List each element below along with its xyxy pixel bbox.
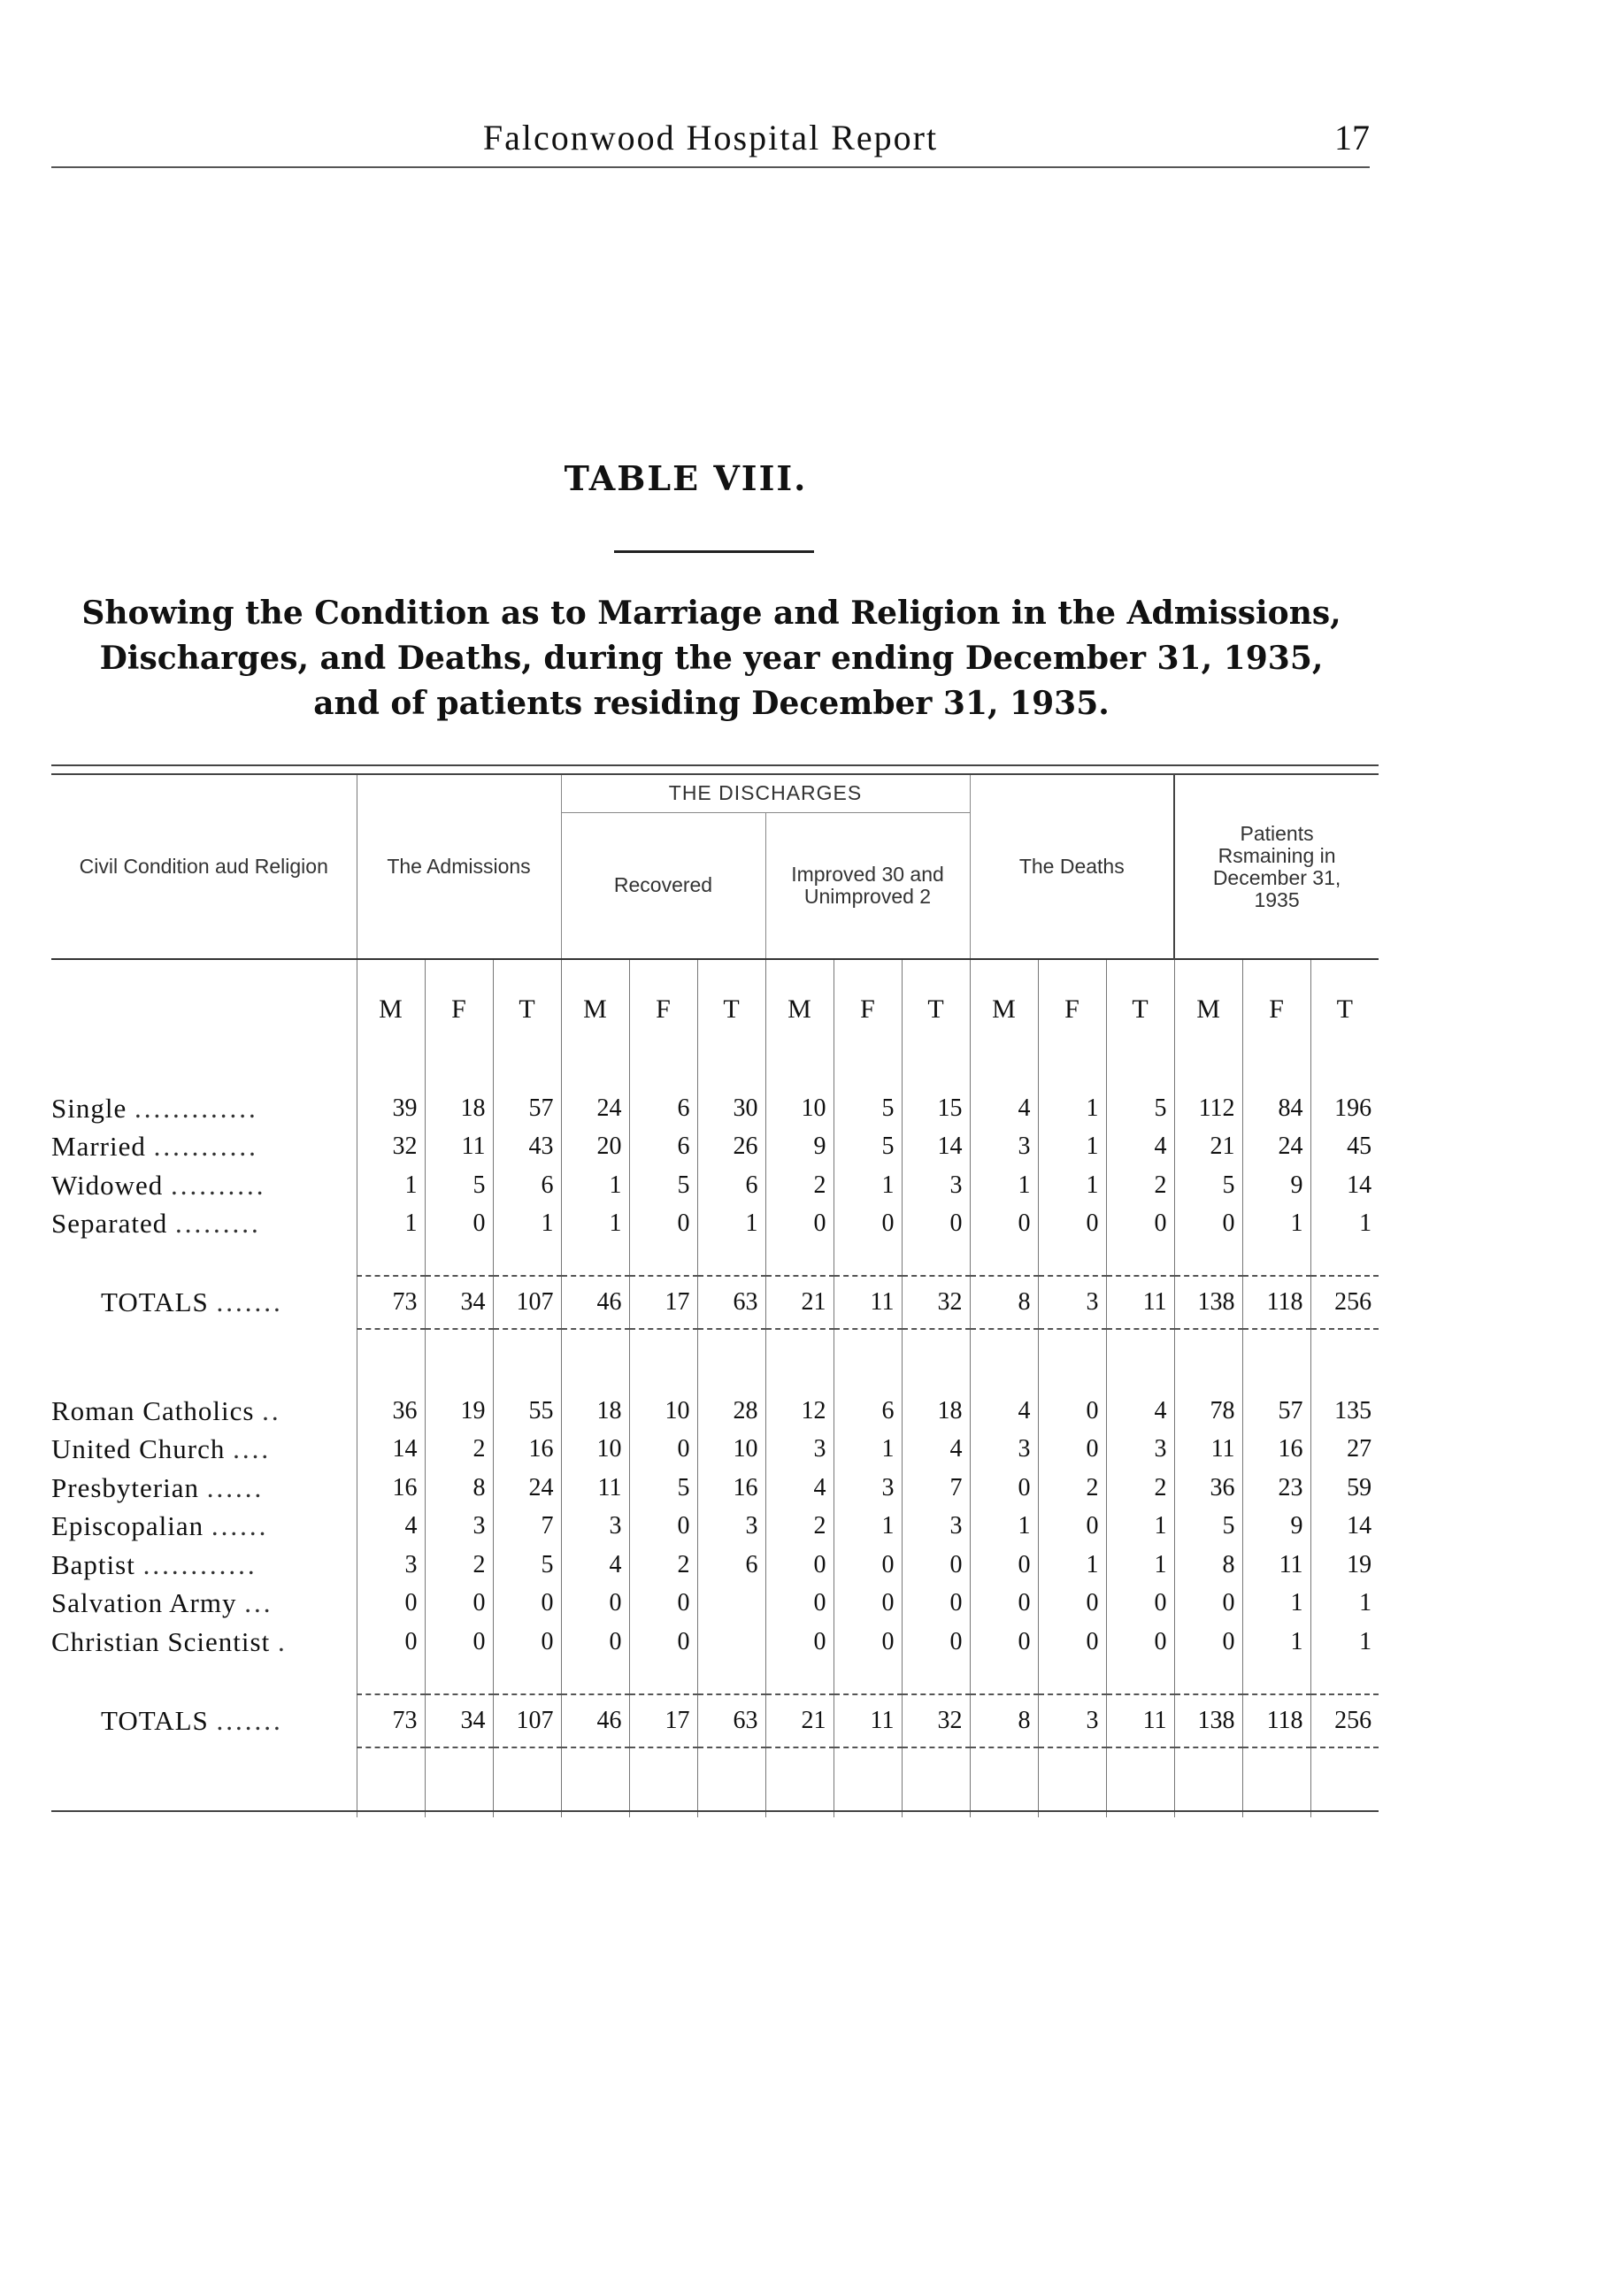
- row-label: [51, 1585, 357, 1624]
- table-cell: 8: [970, 1694, 1038, 1747]
- deaths-m-header: M: [970, 959, 1038, 1059]
- row-label: [51, 1469, 357, 1508]
- table-cell: 0: [561, 1623, 629, 1662]
- table-row: [51, 1508, 1379, 1547]
- table-cell: 12: [765, 1392, 834, 1431]
- table-cell: 0: [357, 1585, 425, 1624]
- table-cell: 9: [765, 1128, 834, 1167]
- table-cell: 107: [493, 1276, 561, 1329]
- row-label-text: TOTALS: [101, 1704, 209, 1736]
- table-cell: 0: [902, 1623, 970, 1662]
- table-row: [51, 1585, 1379, 1624]
- totals-row: [51, 1694, 1379, 1747]
- table-cell: 11: [425, 1128, 493, 1167]
- table-cell: 256: [1310, 1694, 1379, 1747]
- table-cell: 4: [1106, 1392, 1174, 1431]
- running-title: Falconwood Hospital Report: [482, 118, 939, 157]
- statistics-table: [51, 775, 1379, 1817]
- table-cell: 135: [1310, 1392, 1379, 1431]
- table-cell: 19: [425, 1392, 493, 1431]
- running-head: [51, 113, 1370, 168]
- table-cell: 0: [1174, 1585, 1242, 1624]
- totals-label: [51, 1694, 357, 1747]
- table-cell: 14: [1310, 1508, 1379, 1547]
- row-label-text: United Church: [51, 1433, 226, 1465]
- table-cell: 78: [1174, 1392, 1242, 1431]
- table-cell: 1: [834, 1166, 902, 1205]
- table-cell: 0: [765, 1546, 834, 1585]
- table-cell: 32: [902, 1276, 970, 1329]
- table-cell: 6: [697, 1546, 765, 1585]
- table-cell: 3: [1106, 1431, 1174, 1470]
- table-cell: 11: [834, 1694, 902, 1747]
- table-cell: 0: [629, 1623, 697, 1662]
- leader-dots: ..........: [171, 1169, 266, 1201]
- table-cell: 3: [902, 1166, 970, 1205]
- row-label: [51, 1166, 357, 1205]
- caption-line-1: Showing the Condition as to Marriage and Religion in the Admissions,: [81, 595, 1341, 632]
- table-cell: [697, 1623, 765, 1662]
- table-cell: 19: [1310, 1546, 1379, 1585]
- table-cell: 23: [1242, 1469, 1310, 1508]
- table-cell: 8: [425, 1469, 493, 1508]
- table-cell: 11: [1242, 1546, 1310, 1585]
- religion-section: [51, 1329, 1379, 1817]
- table-cell: 3: [561, 1508, 629, 1547]
- table-cell: 2: [1106, 1469, 1174, 1508]
- table-cell: 16: [493, 1431, 561, 1470]
- table-cell: 5: [1174, 1508, 1242, 1547]
- table-cell: 27: [1310, 1431, 1379, 1470]
- table-cell: 256: [1310, 1276, 1379, 1329]
- admissions-header: The Admissions: [357, 775, 561, 959]
- table-cell: 36: [1174, 1469, 1242, 1508]
- improved-f-header: F: [834, 959, 902, 1059]
- table-cell: 0: [493, 1585, 561, 1624]
- table-cell: [697, 1585, 765, 1624]
- table-cell: 20: [561, 1128, 629, 1167]
- table-cell: 1: [1106, 1508, 1174, 1547]
- table-cell: 0: [1038, 1623, 1106, 1662]
- table-cell: 5: [834, 1128, 902, 1167]
- table-cell: 0: [765, 1585, 834, 1624]
- table-cell: 1: [697, 1205, 765, 1244]
- caption-line-2: Discharges, and Deaths, during the year ending December 31, 1935,: [99, 640, 1324, 677]
- caption-line-3: and of patients residing December 31, 1935.: [313, 685, 1110, 722]
- table-cell: 46: [561, 1694, 629, 1747]
- table-cell: 10: [765, 1089, 834, 1128]
- table-cell: 2: [425, 1431, 493, 1470]
- table-cell: 0: [1174, 1205, 1242, 1244]
- table-cell: 5: [1106, 1089, 1174, 1128]
- table-cell: 1: [970, 1508, 1038, 1547]
- remaining-f-header: F: [1242, 959, 1310, 1059]
- admissions-m-header: M: [357, 959, 425, 1059]
- table-cell: 3: [1038, 1694, 1106, 1747]
- table-cell: 5: [834, 1089, 902, 1128]
- table-cell: 3: [834, 1469, 902, 1508]
- table-cell: 11: [1106, 1276, 1174, 1329]
- row-label-text: Roman Catholics: [51, 1394, 255, 1426]
- table-row: [51, 1089, 1379, 1128]
- table-cell: 26: [697, 1128, 765, 1167]
- table-cell: 3: [1038, 1276, 1106, 1329]
- deaths-f-header: F: [1038, 959, 1106, 1059]
- title-rule: [614, 550, 814, 553]
- civil-condition-section: [51, 1059, 1379, 1329]
- table-cell: 0: [561, 1585, 629, 1624]
- table-cell: 0: [1038, 1392, 1106, 1431]
- table-cell: 0: [629, 1431, 697, 1470]
- table-cell: 1: [1242, 1585, 1310, 1624]
- table-cell: 1: [1038, 1166, 1106, 1205]
- row-label: [51, 1546, 357, 1585]
- row-label: [51, 1623, 357, 1662]
- table-cell: 3: [697, 1508, 765, 1547]
- table-cell: 24: [1242, 1128, 1310, 1167]
- table-cell: 18: [561, 1392, 629, 1431]
- table-cell: 0: [1106, 1205, 1174, 1244]
- table-cell: 0: [629, 1585, 697, 1624]
- table-cell: 2: [1106, 1166, 1174, 1205]
- table-cell: 1: [1310, 1205, 1379, 1244]
- table-cell: 0: [902, 1585, 970, 1624]
- admissions-f-header: F: [425, 959, 493, 1059]
- table-cell: 57: [1242, 1392, 1310, 1431]
- table-cell: 1: [970, 1166, 1038, 1205]
- spacer-row: [51, 1747, 1379, 1817]
- row-label: [51, 1128, 357, 1167]
- table-cell: 1: [1106, 1546, 1174, 1585]
- table-cell: 73: [357, 1694, 425, 1747]
- leader-dots: ............: [142, 1548, 257, 1580]
- table-cell: 57: [493, 1089, 561, 1128]
- table-cell: 32: [902, 1694, 970, 1747]
- table-cell: 63: [697, 1694, 765, 1747]
- row-label-text: Salvation Army: [51, 1587, 237, 1619]
- table-cell: 9: [1242, 1166, 1310, 1205]
- improved-header: Improved 30 and Unimproved 2: [765, 812, 970, 959]
- table-cell: 1: [493, 1205, 561, 1244]
- table-title: TABLE VIII.: [564, 458, 808, 498]
- table-cell: 5: [629, 1166, 697, 1205]
- row-label-text: Widowed: [51, 1169, 164, 1201]
- table-cell: 6: [697, 1166, 765, 1205]
- table-cell: 138: [1174, 1694, 1242, 1747]
- table-row: [51, 1469, 1379, 1508]
- table-cell: 14: [902, 1128, 970, 1167]
- row-label: [51, 1508, 357, 1547]
- table-cell: 0: [425, 1623, 493, 1662]
- table-cell: 118: [1242, 1694, 1310, 1747]
- table-cell: 0: [1106, 1585, 1174, 1624]
- recovered-f-header: F: [629, 959, 697, 1059]
- leader-dots: ....: [233, 1433, 272, 1465]
- table-cell: 0: [425, 1585, 493, 1624]
- table-caption: [51, 591, 1371, 726]
- table-cell: 16: [697, 1469, 765, 1508]
- table-row: [51, 1546, 1379, 1585]
- table-cell: 1: [357, 1166, 425, 1205]
- table-cell: 46: [561, 1276, 629, 1329]
- table-cell: 28: [697, 1392, 765, 1431]
- table-cell: 30: [697, 1089, 765, 1128]
- table-row: [51, 1205, 1379, 1244]
- table-cell: 7: [493, 1508, 561, 1547]
- spacer-row: [51, 1243, 1379, 1276]
- table-row: [51, 1392, 1379, 1431]
- table-cell: 6: [629, 1089, 697, 1128]
- table-cell: 45: [1310, 1128, 1379, 1167]
- row-label-text: TOTALS: [101, 1286, 209, 1317]
- table-cell: 0: [834, 1623, 902, 1662]
- table-cell: 1: [834, 1508, 902, 1547]
- remaining-m-header: M: [1174, 959, 1242, 1059]
- table-cell: 0: [1106, 1623, 1174, 1662]
- table-cell: 21: [765, 1694, 834, 1747]
- table-cell: 0: [1038, 1431, 1106, 1470]
- leader-dots: .: [277, 1625, 288, 1657]
- table-cell: 0: [970, 1469, 1038, 1508]
- table-cell: 1: [357, 1205, 425, 1244]
- table-cell: 17: [629, 1276, 697, 1329]
- table-cell: 0: [834, 1205, 902, 1244]
- remaining-t-header: T: [1310, 959, 1379, 1059]
- table-cell: 14: [1310, 1166, 1379, 1205]
- table-cell: 32: [357, 1128, 425, 1167]
- table-cell: 1: [561, 1205, 629, 1244]
- table-cell: 1: [561, 1166, 629, 1205]
- table-cell: 2: [1038, 1469, 1106, 1508]
- table-cell: 0: [357, 1623, 425, 1662]
- leader-dots: .............: [134, 1092, 258, 1124]
- table-row: [51, 1166, 1379, 1205]
- leader-dots: ...........: [153, 1131, 258, 1163]
- table-cell: 0: [629, 1508, 697, 1547]
- leader-dots: ..: [262, 1394, 281, 1426]
- table-cell: 7: [902, 1469, 970, 1508]
- row-label: [51, 1392, 357, 1431]
- table-cell: 112: [1174, 1089, 1242, 1128]
- table-row: [51, 1623, 1379, 1662]
- table-cell: 17: [629, 1694, 697, 1747]
- table-cell: 1: [1038, 1546, 1106, 1585]
- table-cell: 1: [1242, 1623, 1310, 1662]
- table-cell: 0: [902, 1546, 970, 1585]
- table-cell: 138: [1174, 1276, 1242, 1329]
- table-cell: 1: [834, 1431, 902, 1470]
- deaths-t-header: T: [1106, 959, 1174, 1059]
- table-cell: 34: [425, 1276, 493, 1329]
- row-label-text: Married: [51, 1131, 146, 1163]
- deaths-header: The Deaths: [1018, 855, 1125, 878]
- table-cell: 0: [765, 1623, 834, 1662]
- table-cell: 15: [902, 1089, 970, 1128]
- row-label-text: Single: [51, 1092, 127, 1124]
- table-cell: 4: [902, 1431, 970, 1470]
- table-cell: 3: [970, 1431, 1038, 1470]
- table-cell: 4: [970, 1392, 1038, 1431]
- table-cell: 9: [1242, 1508, 1310, 1547]
- table-cell: 39: [357, 1089, 425, 1128]
- remaining-header: Patients Rsmaining in December 31, 1935: [1174, 775, 1379, 959]
- table-cell: 4: [561, 1546, 629, 1585]
- leader-dots: ......: [211, 1510, 269, 1542]
- improved-m-header: M: [765, 959, 834, 1059]
- table-cell: 21: [1174, 1128, 1242, 1167]
- table-cell: 4: [1106, 1128, 1174, 1167]
- leader-dots: .........: [174, 1208, 261, 1240]
- table-cell: 0: [765, 1205, 834, 1244]
- table-cell: 0: [970, 1585, 1038, 1624]
- table-cell: 8: [970, 1276, 1038, 1329]
- row-label-text: Christian Scientist: [51, 1625, 271, 1657]
- table-cell: 10: [561, 1431, 629, 1470]
- table-cell: 107: [493, 1694, 561, 1747]
- table-cell: 43: [493, 1128, 561, 1167]
- page-number: 17: [1334, 118, 1370, 157]
- table-cell: 11: [561, 1469, 629, 1508]
- improved-t-header: T: [902, 959, 970, 1059]
- stub-header: Civil Condition aud Religion: [79, 855, 328, 878]
- spacer-row: [51, 1329, 1379, 1392]
- table-cell: 36: [357, 1392, 425, 1431]
- table-cell: 118: [1242, 1276, 1310, 1329]
- leader-dots: ......: [206, 1471, 265, 1503]
- table-cell: 11: [1106, 1694, 1174, 1747]
- table-cell: 84: [1242, 1089, 1310, 1128]
- table-cell: 4: [970, 1089, 1038, 1128]
- row-label: [51, 1205, 357, 1244]
- table-cell: 0: [1038, 1508, 1106, 1547]
- table-cell: 59: [1310, 1469, 1379, 1508]
- table-cell: 1: [1242, 1205, 1310, 1244]
- table-cell: 55: [493, 1392, 561, 1431]
- row-label: [51, 1431, 357, 1470]
- admissions-t-header: T: [493, 959, 561, 1059]
- totals-label: [51, 1276, 357, 1329]
- table-cell: 4: [765, 1469, 834, 1508]
- table-cell: 2: [765, 1508, 834, 1547]
- table-cell: 1: [1310, 1585, 1379, 1624]
- table-cell: 21: [765, 1276, 834, 1329]
- table-cell: 6: [629, 1128, 697, 1167]
- table-cell: 5: [425, 1166, 493, 1205]
- table-top-rule: [51, 764, 1379, 775]
- table-bottom-rule: [51, 1810, 1379, 1812]
- table-cell: 0: [834, 1546, 902, 1585]
- table-cell: 0: [1038, 1205, 1106, 1244]
- table-cell: 6: [834, 1392, 902, 1431]
- table-cell: 24: [493, 1469, 561, 1508]
- row-label: [51, 1089, 357, 1128]
- table-cell: 0: [1038, 1585, 1106, 1624]
- table-cell: 0: [1174, 1623, 1242, 1662]
- table-cell: 196: [1310, 1089, 1379, 1128]
- leader-dots: ...: [244, 1587, 273, 1619]
- table-cell: 0: [970, 1623, 1038, 1662]
- table-cell: 18: [425, 1089, 493, 1128]
- table-cell: 16: [1242, 1431, 1310, 1470]
- table-cell: 5: [1174, 1166, 1242, 1205]
- table-cell: 0: [493, 1623, 561, 1662]
- recovered-t-header: T: [697, 959, 765, 1059]
- table-row: [51, 1431, 1379, 1470]
- table-cell: 3: [425, 1508, 493, 1547]
- table-cell: 4: [357, 1508, 425, 1547]
- row-label-text: Separated: [51, 1208, 168, 1240]
- table-cell: 3: [970, 1128, 1038, 1167]
- table-cell: 10: [629, 1392, 697, 1431]
- recovered-m-header: M: [561, 959, 629, 1059]
- table-cell: 63: [697, 1276, 765, 1329]
- table-cell: 5: [493, 1546, 561, 1585]
- row-label-text: Presbyterian: [51, 1471, 199, 1503]
- table-cell: 0: [425, 1205, 493, 1244]
- spacer-row: [51, 1662, 1379, 1694]
- row-label-text: Baptist: [51, 1548, 135, 1580]
- table-cell: 24: [561, 1089, 629, 1128]
- discharges-header: THE DISCHARGES: [561, 775, 970, 812]
- table-cell: 18: [902, 1392, 970, 1431]
- table-cell: 3: [765, 1431, 834, 1470]
- table-cell: 8: [1174, 1546, 1242, 1585]
- mft-header-row: [51, 959, 1379, 1059]
- table-cell: 5: [629, 1469, 697, 1508]
- table-cell: 0: [834, 1585, 902, 1624]
- row-label-text: Episcopalian: [51, 1510, 204, 1542]
- leader-dots: .......: [216, 1286, 283, 1317]
- recovered-header: Recovered: [561, 812, 765, 959]
- table-cell: 2: [425, 1546, 493, 1585]
- table-cell: 1: [1310, 1623, 1379, 1662]
- totals-row: [51, 1276, 1379, 1329]
- table-cell: 0: [970, 1205, 1038, 1244]
- table-cell: 1: [1038, 1128, 1106, 1167]
- leader-dots: .......: [216, 1704, 283, 1736]
- table-cell: 6: [493, 1166, 561, 1205]
- table-cell: 14: [357, 1431, 425, 1470]
- table-cell: 2: [765, 1166, 834, 1205]
- table-cell: 3: [902, 1508, 970, 1547]
- table-cell: 0: [629, 1205, 697, 1244]
- table-cell: 10: [697, 1431, 765, 1470]
- table-cell: 2: [629, 1546, 697, 1585]
- table-cell: 3: [357, 1546, 425, 1585]
- table-cell: 0: [902, 1205, 970, 1244]
- table-cell: 34: [425, 1694, 493, 1747]
- table-row: [51, 1128, 1379, 1167]
- table-cell: 16: [357, 1469, 425, 1508]
- spacer-row: [51, 1059, 1379, 1089]
- table-cell: 73: [357, 1276, 425, 1329]
- table-cell: 11: [1174, 1431, 1242, 1470]
- table-cell: 0: [970, 1546, 1038, 1585]
- table-cell: 1: [1038, 1089, 1106, 1128]
- table-cell: 11: [834, 1276, 902, 1329]
